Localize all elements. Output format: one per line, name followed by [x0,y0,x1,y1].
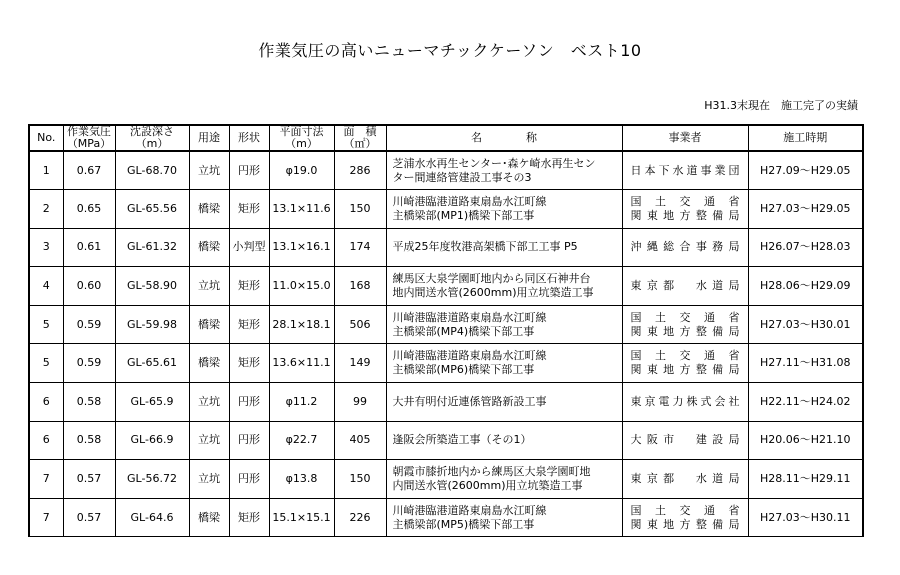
cell-area: 149 [334,344,386,383]
name-line: 朝霞市膝折地内から練馬区大泉学園町地 [392,465,591,479]
table-row [29,267,863,306]
header-size-unit: （m） [269,138,334,151]
cell-shape: 矩形 [229,267,269,306]
cell-area: 99 [334,383,386,422]
cell-depth: GL-65.56 [115,190,189,229]
cell-owner [622,151,748,190]
cell-no: 6 [29,421,63,460]
cell-period: H20.06～H21.10 [748,421,863,460]
header-use: 用途 [189,125,229,151]
cell-owner [622,305,748,344]
cell-name [386,498,622,537]
cell-size: 28.1×18.1 [269,305,334,344]
cell-area: 286 [334,151,386,190]
cell-shape: 円形 [229,421,269,460]
cell-depth: GL-65.61 [115,344,189,383]
cell-pressure: 0.67 [63,151,115,190]
cell-no: 5 [29,305,63,344]
cell-use: 立坑 [189,460,229,499]
name-line: 主橋梁部(MP5)橋梁下部工事 [392,517,535,531]
cell-no: 2 [29,190,63,229]
cell-use: 橋梁 [189,228,229,267]
cell-period: H28.06～H29.09 [748,267,863,306]
header-period: 施工時期 [748,125,863,151]
owner-line: 関東地方整備局 [630,324,740,338]
cell-pressure: 0.60 [63,267,115,306]
name-line: 大井有明付近連係管路新設工事 [392,394,547,408]
cell-shape: 矩形 [229,344,269,383]
cell-depth: GL-56.72 [115,460,189,499]
cell-depth: GL-66.9 [115,421,189,460]
cell-area: 226 [334,498,386,537]
name-line: 川崎港臨港道路東扇島水江町線 [392,503,547,517]
name-line: 川崎港臨港道路東扇島水江町線 [392,194,547,208]
cell-name [386,460,622,499]
cell-size: 13.1×11.6 [269,190,334,229]
cell-area: 174 [334,228,386,267]
cell-area: 168 [334,267,386,306]
table-row [29,344,863,383]
owner-line: 日本下水道事業団 [630,163,740,177]
cell-depth: GL-65.9 [115,383,189,422]
name-line: 平成25年度牧港高架橋下部工工事 P5 [392,240,578,254]
header-pressure-unit: （MPa） [63,138,115,151]
cell-no: 7 [29,498,63,537]
owner-line: 国土交通省 [630,310,740,324]
cell-name [386,344,622,383]
cell-depth: GL-58.90 [115,267,189,306]
cell-size: 15.1×15.1 [269,498,334,537]
caisson-table [28,124,864,537]
name-line: 川崎港臨港道路東扇島水江町線 [392,349,547,363]
cell-owner [622,344,748,383]
cell-area: 506 [334,305,386,344]
cell-use: 立坑 [189,421,229,460]
cell-name [386,421,622,460]
owner-line: 関東地方整備局 [630,208,740,222]
cell-shape: 矩形 [229,498,269,537]
cell-size: φ11.2 [269,383,334,422]
cell-size: 13.1×16.1 [269,228,334,267]
cell-period: H22.11～H24.02 [748,383,863,422]
header-pressure: 作業気圧 [63,125,115,138]
cell-name [386,383,622,422]
cell-period: H27.11～H31.08 [748,344,863,383]
cell-period: H27.09～H29.05 [748,151,863,190]
header-shape: 形状 [229,125,269,151]
header-owner: 事業者 [622,125,748,151]
owner-line: 大阪市 建設局 [630,433,740,447]
cell-shape: 小判型 [229,228,269,267]
name-line: 逢阪会所築造工事（その1） [392,433,532,447]
cell-no: 3 [29,228,63,267]
owner-line: 国土交通省 [630,349,740,363]
cell-name [386,228,622,267]
cell-size: φ13.8 [269,460,334,499]
cell-area: 150 [334,190,386,229]
cell-pressure: 0.61 [63,228,115,267]
cell-use: 橋梁 [189,190,229,229]
name-line: 内間送水管(2600mm)用立坑築造工事 [392,479,583,493]
owner-line: 国土交通省 [630,503,740,517]
cell-area: 150 [334,460,386,499]
header-area: 面 積 [334,125,386,138]
cell-size: φ22.7 [269,421,334,460]
cell-period: H27.03～H30.11 [748,498,863,537]
cell-use: 立坑 [189,383,229,422]
cell-no: 6 [29,383,63,422]
cell-use: 立坑 [189,151,229,190]
cell-period: H28.11～H29.11 [748,460,863,499]
cell-no: 5 [29,344,63,383]
table-row [29,421,863,460]
cell-size: 11.0×15.0 [269,267,334,306]
table-body [29,151,863,537]
cell-period: H27.03～H29.05 [748,190,863,229]
cell-pressure: 0.59 [63,344,115,383]
cell-shape: 円形 [229,460,269,499]
cell-owner [622,228,748,267]
name-line: 川崎港臨港道路東扇島水江町線 [392,310,547,324]
cell-no: 1 [29,151,63,190]
table-row [29,460,863,499]
cell-name [386,151,622,190]
header-depth-unit: （m） [115,138,189,151]
cell-owner [622,421,748,460]
cell-pressure: 0.57 [63,460,115,499]
table-row [29,228,863,267]
cell-name [386,190,622,229]
cell-owner [622,267,748,306]
cell-owner [622,460,748,499]
cell-shape: 矩形 [229,190,269,229]
as-of-note: H31.3末現在 施工完了の実績 [704,99,858,112]
cell-owner [622,383,748,422]
cell-pressure: 0.58 [63,421,115,460]
owner-line: 東京都 水道局 [630,472,740,486]
header-depth: 沈設深さ [115,125,189,138]
cell-name [386,305,622,344]
name-line: 芝浦水水再生センター･森ケ崎水再生セン [392,156,596,170]
cell-depth: GL-68.70 [115,151,189,190]
header-size: 平面寸法 [269,125,334,138]
cell-area: 405 [334,421,386,460]
name-line: 主橋梁部(MP6)橋梁下部工事 [392,363,535,377]
owner-line: 関東地方整備局 [630,517,740,531]
cell-size: 13.6×11.1 [269,344,334,383]
header-area-unit: （㎡） [334,138,386,151]
owner-line: 沖縄総合事務局 [630,240,740,254]
table-row [29,151,863,190]
cell-no: 7 [29,460,63,499]
cell-pressure: 0.59 [63,305,115,344]
cell-use: 橋梁 [189,344,229,383]
cell-depth: GL-61.32 [115,228,189,267]
table-row [29,498,863,537]
cell-pressure: 0.58 [63,383,115,422]
name-line: 主橋梁部(MP4)橋梁下部工事 [392,324,535,338]
cell-period: H27.03～H30.01 [748,305,863,344]
cell-owner [622,498,748,537]
cell-shape: 円形 [229,151,269,190]
table-row [29,305,863,344]
cell-owner [622,190,748,229]
name-line: 主橋梁部(MP1)橋梁下部工事 [392,208,535,222]
name-line: ター間連絡管建設工事その3 [392,170,532,184]
owner-line: 東京都 水道局 [630,279,740,293]
cell-pressure: 0.65 [63,190,115,229]
page-title: 作業気圧の高いニューマチックケーソン ベスト10 [258,41,642,60]
cell-depth: GL-64.6 [115,498,189,537]
cell-no: 4 [29,267,63,306]
cell-depth: GL-59.98 [115,305,189,344]
owner-line: 国土交通省 [630,194,740,208]
cell-use: 立坑 [189,267,229,306]
cell-name [386,267,622,306]
cell-use: 橋梁 [189,498,229,537]
owner-line: 東京電力株式会社 [630,394,740,408]
header-no: No. [29,125,63,151]
cell-size: φ19.0 [269,151,334,190]
header-name: 名 称 [386,125,622,151]
name-line: 地内間送水管(2600mm)用立坑築造工事 [392,286,594,300]
cell-use: 橋梁 [189,305,229,344]
cell-shape: 円形 [229,383,269,422]
name-line: 練馬区大泉学園町地内から同区石神井台 [392,272,591,286]
cell-period: H26.07～H28.03 [748,228,863,267]
table-row [29,190,863,229]
cell-pressure: 0.57 [63,498,115,537]
owner-line: 関東地方整備局 [630,363,740,377]
table-row [29,383,863,422]
cell-shape: 矩形 [229,305,269,344]
